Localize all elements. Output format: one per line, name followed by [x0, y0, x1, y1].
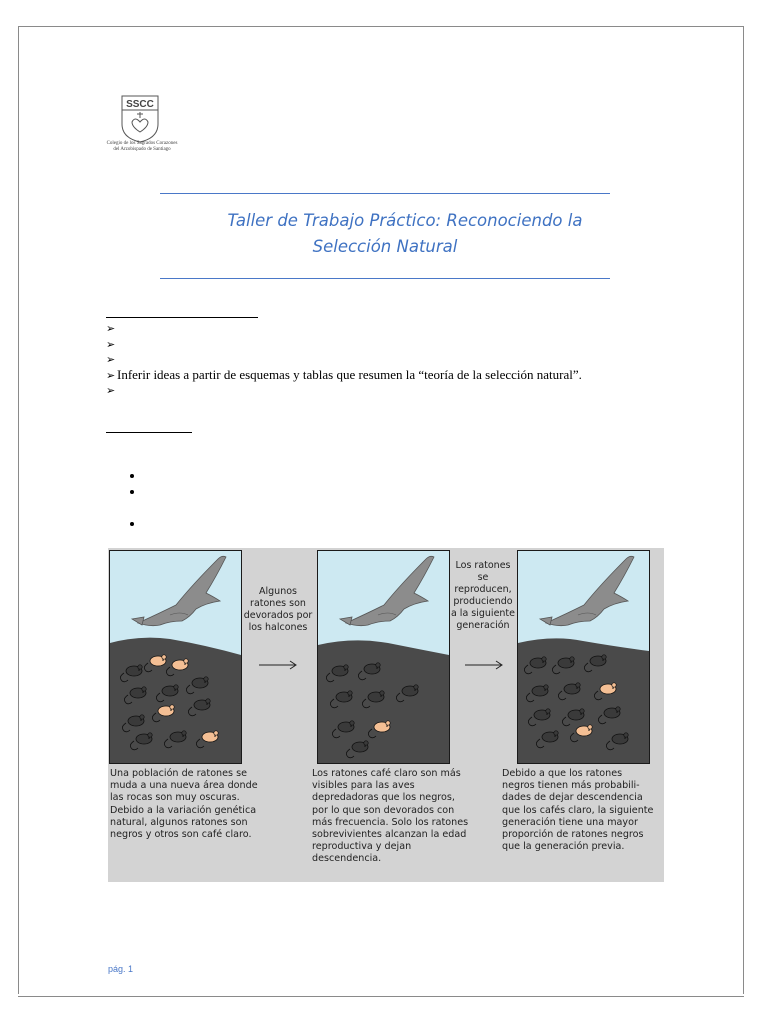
objectives-list [106, 320, 666, 398]
dark-rock-ground [318, 640, 449, 763]
arrow-bullet-icon: ➢ [106, 354, 116, 366]
bullet-dot [130, 490, 134, 494]
scene-illustration-1 [110, 551, 241, 763]
title-top-rule [160, 193, 610, 194]
page-number: pág. 1 [108, 964, 134, 974]
list-item [106, 351, 666, 367]
title-line-1: Taller de Trabajo Práctico: Reconociendo la [227, 211, 583, 230]
natural-selection-figure [108, 548, 664, 882]
scene-illustration-2 [318, 551, 449, 763]
logo-caption: Colegio de los Sagrados Corazones del Arzobispado de Santiago [106, 141, 178, 152]
right-arrow-icon [258, 660, 298, 670]
arrow-bullet-icon: ➢ [106, 338, 116, 351]
page-border-bottom [18, 996, 744, 997]
dark-rock-ground [518, 638, 649, 763]
arrow-bullet-icon: ➢ [106, 369, 116, 382]
arrow-bullet-icon: ➢ [106, 385, 116, 397]
title-bottom-rule [160, 278, 610, 279]
scene-illustration-3 [518, 551, 649, 763]
title-line-2: Selección Natural [312, 237, 458, 256]
dark-rock-ground [110, 638, 241, 763]
list-item: ➢ Inferir ideas a partir de esquemas y tablas que resumen la “teoría de la selección natural”. [106, 367, 666, 383]
arrow-bullet-icon: ➢ [106, 323, 116, 335]
list-item [106, 336, 666, 352]
bullet-dot [130, 522, 134, 526]
objectives-heading-underline [106, 317, 258, 318]
scene-panel-1 [109, 550, 242, 764]
list-item [106, 382, 666, 398]
bullet-dot [130, 474, 134, 478]
right-arrow-icon [464, 660, 504, 670]
logo-badge-text: SSCC [126, 99, 154, 110]
scene-panel-3 [517, 550, 650, 764]
list-item [106, 320, 666, 336]
school-logo [108, 94, 172, 170]
caption-3: Debido a que los ratones negros tienen más probabili- dades de dejar descendencia que los cafés claro, la siguiente generación tiene una mayor proporción de ratones negros que la generación previa. [502, 768, 654, 853]
scene-panel-2 [317, 550, 450, 764]
section-heading-underline [106, 432, 192, 433]
document-title [160, 208, 610, 260]
arrow-label-2: Los ratones se reproducen, produciendo a la siguiente generación [450, 560, 516, 631]
caption-1: Una población de ratones se muda a una nueva área donde las rocas son muy oscuras. Debido a la variación genética natural, algunos ratones son negros y otros son café claro. [110, 768, 258, 841]
caption-2: Los ratones café claro son más visibles para las aves depredadoras que los negros, por lo que son devorados con más frecuencia. Solo los ratones sobrevivientes alcanzan la edad reproductiva y dejan descendencia. [312, 768, 469, 865]
arrow-label-1: Algunos ratones son devorados por los halcones [243, 586, 313, 633]
